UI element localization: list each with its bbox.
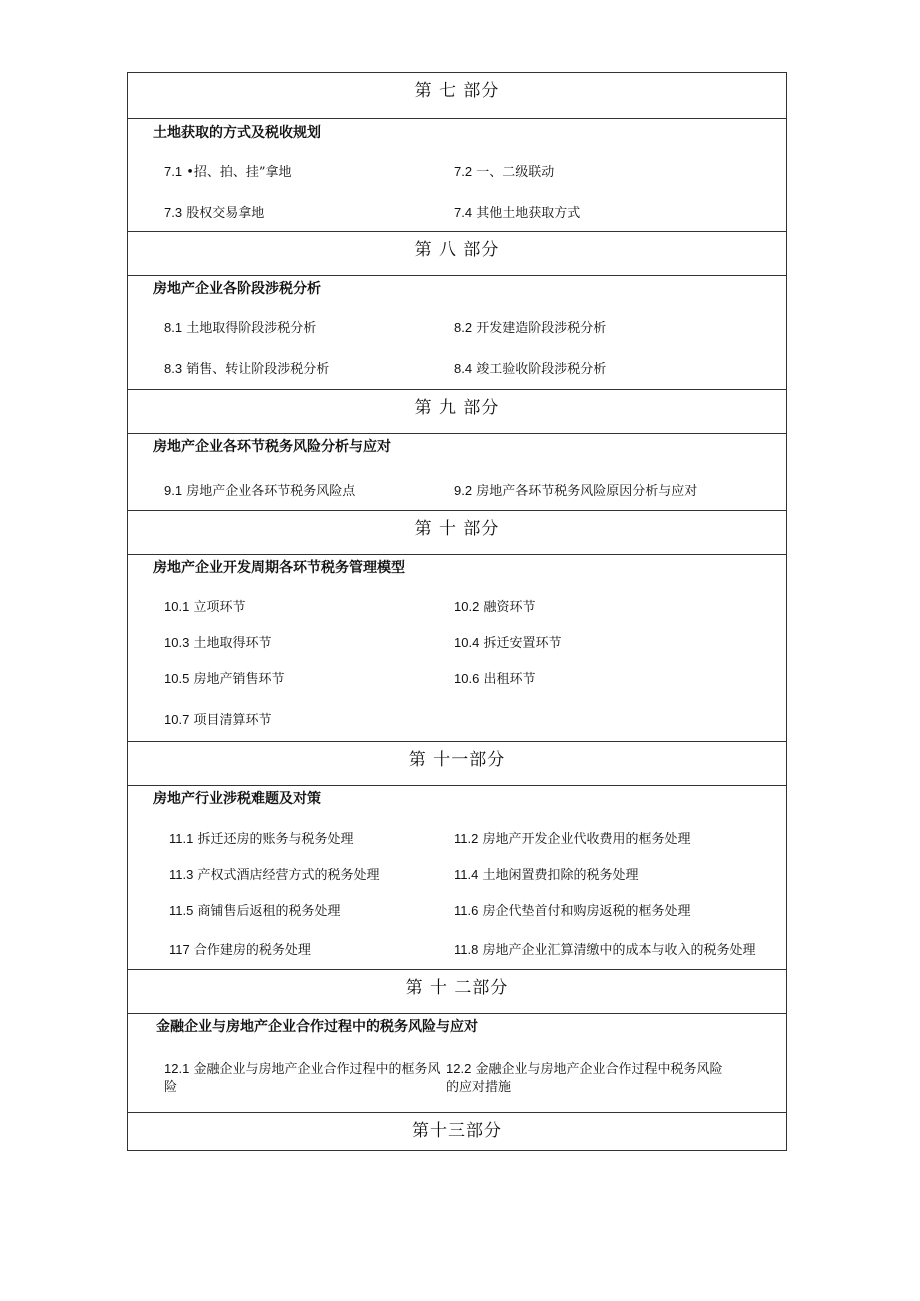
part-header (128, 741, 786, 785)
outline-table (127, 72, 787, 1151)
part-header (128, 510, 786, 554)
part-title: 第十三部分 (412, 1121, 502, 1141)
outline-item: 10.2 融资环节 (454, 599, 536, 615)
section-title: 房地产行业涉税难题及对策 (153, 791, 321, 807)
outline-item: 11.8 房地产企业汇算清缴中的成本与收入的税务处理 (454, 942, 756, 958)
outline-item: 7.1 •招、拍、挂”拿地 (164, 164, 292, 180)
outline-item: 7.3 股权交易拿地 (164, 205, 265, 221)
outline-item: 11.6 房企代垫首付和购房返税的框务处理 (454, 903, 691, 919)
outline-item: 10.4 拆迁安置环节 (454, 635, 562, 651)
outline-item: 11.3 产权式酒店经营方式的税务处理 (169, 867, 380, 883)
section-block (128, 554, 786, 741)
outline-item: 11.5 商铺售后返租的税务处理 (169, 903, 341, 919)
outline-item: 9.1 房地产企业各环节税务风险点 (164, 483, 356, 499)
section-block (128, 785, 786, 969)
part-title: 第 七 部分 (414, 81, 500, 101)
section-title: 房地产企业各环节税务风险分析与应对 (153, 439, 391, 455)
part-header (128, 1112, 786, 1150)
section-title: 土地获取的方式及税收规划 (153, 125, 321, 141)
part-title: 第 八 部分 (414, 240, 500, 260)
part-title: 第 十 部分 (414, 519, 500, 539)
part-header (128, 389, 786, 433)
outline-item: 7.4 其他土地获取方式 (454, 205, 581, 221)
section-block (128, 275, 786, 389)
outline-item: 7.2 一、二级联动 (454, 164, 555, 180)
outline-item: 8.2 开发建造阶段涉税分析 (454, 320, 607, 336)
outline-item: 9.2 房地产各环节税务风险原因分析与应对 (454, 483, 698, 499)
outline-item: 117 合作建房的税务处理 (169, 942, 311, 958)
section-block (128, 1013, 786, 1112)
part-title: 第 九 部分 (414, 398, 500, 418)
section-block (128, 118, 786, 231)
outline-item: 8.4 竣工验收阶段涉税分析 (454, 361, 607, 377)
outline-item: 8.3 销售、转让阶段涉税分析 (164, 361, 330, 377)
outline-item: 10.7 项目清算环节 (164, 712, 272, 728)
outline-item: 10.6 出租环节 (454, 671, 536, 687)
outline-item: 10.1 立项环节 (164, 599, 246, 615)
part-header (128, 969, 786, 1013)
outline-item: 12.1 金融企业与房地产企业合作过程中的框务风险 (164, 1061, 441, 1095)
part-title: 第 十 二部分 (405, 978, 509, 998)
section-title: 房地产企业开发周期各环节税务管理模型 (153, 560, 405, 576)
section-block (128, 433, 786, 510)
outline-item: 10.3 土地取得环节 (164, 635, 272, 651)
outline-item: 11.2 房地产开发企业代收费用的框务处理 (454, 831, 691, 847)
part-header (128, 73, 786, 118)
outline-item: 8.1 土地取得阶段涉税分析 (164, 320, 317, 336)
outline-item: 12.2 金融企业与房地产企业合作过程中税务风险的应对措施 (446, 1061, 723, 1095)
part-header (128, 231, 786, 275)
outline-item: 11.1 拆迁还房的账务与税务处理 (169, 831, 354, 847)
section-title: 房地产企业各阶段涉税分析 (153, 281, 321, 297)
section-title: 金融企业与房地产企业合作过程中的税务风险与应对 (156, 1019, 478, 1035)
part-title: 第 十一部分 (408, 750, 506, 770)
outline-item: 11.4 土地闲置费扣除的税务处理 (454, 867, 639, 883)
outline-item: 10.5 房地产销售环节 (164, 671, 285, 687)
